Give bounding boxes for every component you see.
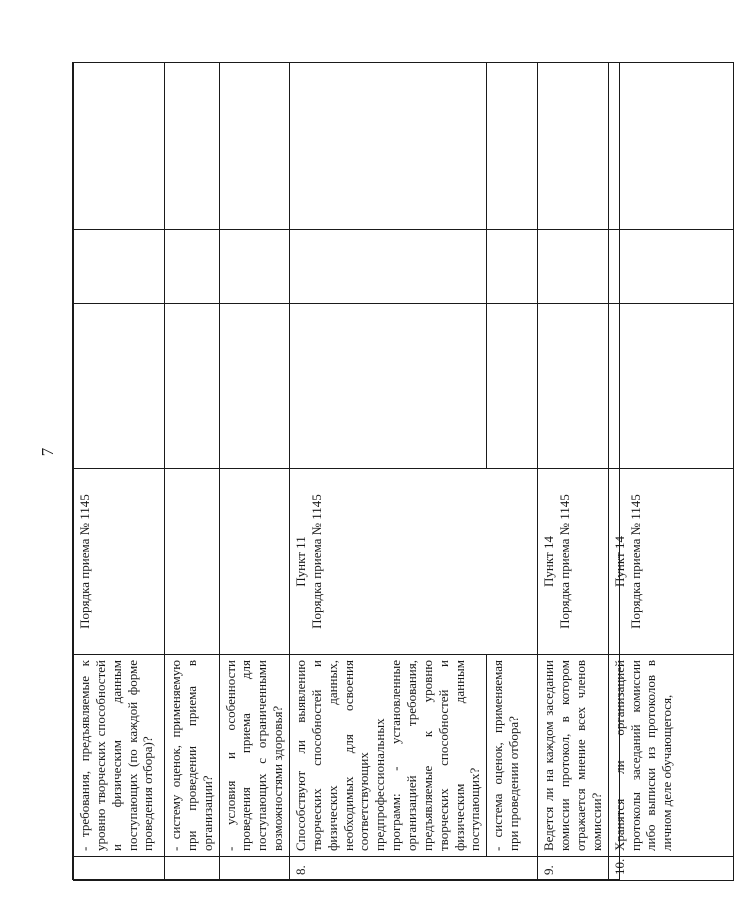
empty-cell bbox=[219, 304, 289, 469]
table-row bbox=[608, 63, 733, 881]
empty-cell bbox=[165, 63, 220, 230]
empty-cell bbox=[290, 230, 487, 304]
empty-cell bbox=[608, 304, 733, 469]
empty-cell bbox=[538, 230, 608, 304]
legal-basis-cell bbox=[290, 469, 538, 655]
row-number bbox=[74, 857, 165, 881]
empty-cell bbox=[165, 304, 220, 469]
empty-cell bbox=[74, 63, 165, 230]
row-number: 10. bbox=[608, 857, 733, 881]
question-cell: - требования, предъявляемые к уровню творческих способностей и физическим данным поступающих (по каждой форме проведения отбора)? bbox=[74, 655, 165, 857]
question-cell: Ведется ли на каждом заседании комиссии протокол, в котором отражается мнение всех членов комиссии? bbox=[538, 655, 608, 857]
question-cell: - система оценок, применяемая при проведении отбора? bbox=[487, 655, 538, 857]
legal-basis-point: Пункт 14 bbox=[611, 536, 627, 587]
empty-cell bbox=[538, 304, 608, 469]
empty-cell bbox=[165, 230, 220, 304]
legal-basis-document: Порядка приема № 1145 bbox=[627, 494, 643, 629]
question-cell: - систему оценок, применяемую при проведении приема в организации? bbox=[165, 655, 220, 857]
empty-cell bbox=[608, 230, 733, 304]
question-cell: Способствуют ли выявлению творческих способностей и физических данных, необходимых для освоения соответствующих предпрофессиональных программ: - установленные организацией требования, предъявляемые к уровню творческих способностей и физическим данным поступающих? bbox=[290, 655, 487, 857]
empty-cell bbox=[290, 304, 487, 469]
empty-cell bbox=[219, 63, 289, 230]
legal-basis-point: Пункт 11 bbox=[293, 536, 309, 587]
table-row bbox=[538, 63, 608, 881]
empty-cell bbox=[290, 63, 487, 230]
empty-cell bbox=[608, 63, 733, 230]
row-number: 8. bbox=[290, 857, 538, 881]
legal-basis-cell bbox=[219, 469, 289, 655]
empty-cell bbox=[487, 304, 538, 469]
table-row bbox=[219, 63, 289, 881]
table-row bbox=[165, 63, 220, 881]
legal-basis-cell bbox=[165, 469, 220, 655]
empty-cell bbox=[74, 304, 165, 469]
row-number: 9. bbox=[538, 857, 608, 881]
legal-basis-cell bbox=[608, 469, 733, 655]
row-number bbox=[165, 857, 220, 881]
legal-basis-cell: Порядка приема № 1145 bbox=[74, 469, 165, 655]
legal-basis-document: Порядка приема № 1145 bbox=[557, 494, 573, 629]
table-row bbox=[74, 63, 165, 881]
checklist-table-frame bbox=[72, 62, 675, 880]
legal-basis-point: Пункт 14 bbox=[541, 536, 557, 587]
checklist-table bbox=[73, 62, 734, 881]
legal-basis-cell bbox=[538, 469, 608, 655]
empty-cell bbox=[74, 230, 165, 304]
empty-cell bbox=[219, 230, 289, 304]
question-cell: Хранятся ли организацией протоколы заседаний комиссии либо выписки из протоколов в личном деле обучающегося, bbox=[608, 655, 733, 857]
table-row bbox=[290, 63, 487, 881]
page-number: 7 bbox=[38, 447, 57, 457]
empty-cell bbox=[487, 230, 538, 304]
empty-cell bbox=[487, 63, 538, 230]
question-cell: - условия и особенности проведения приема для поступающих с ограниченными возможностями здоровья? bbox=[219, 655, 289, 857]
legal-basis-document: Порядка приема № 1145 bbox=[308, 494, 324, 629]
empty-cell bbox=[538, 63, 608, 230]
row-number bbox=[219, 857, 289, 881]
